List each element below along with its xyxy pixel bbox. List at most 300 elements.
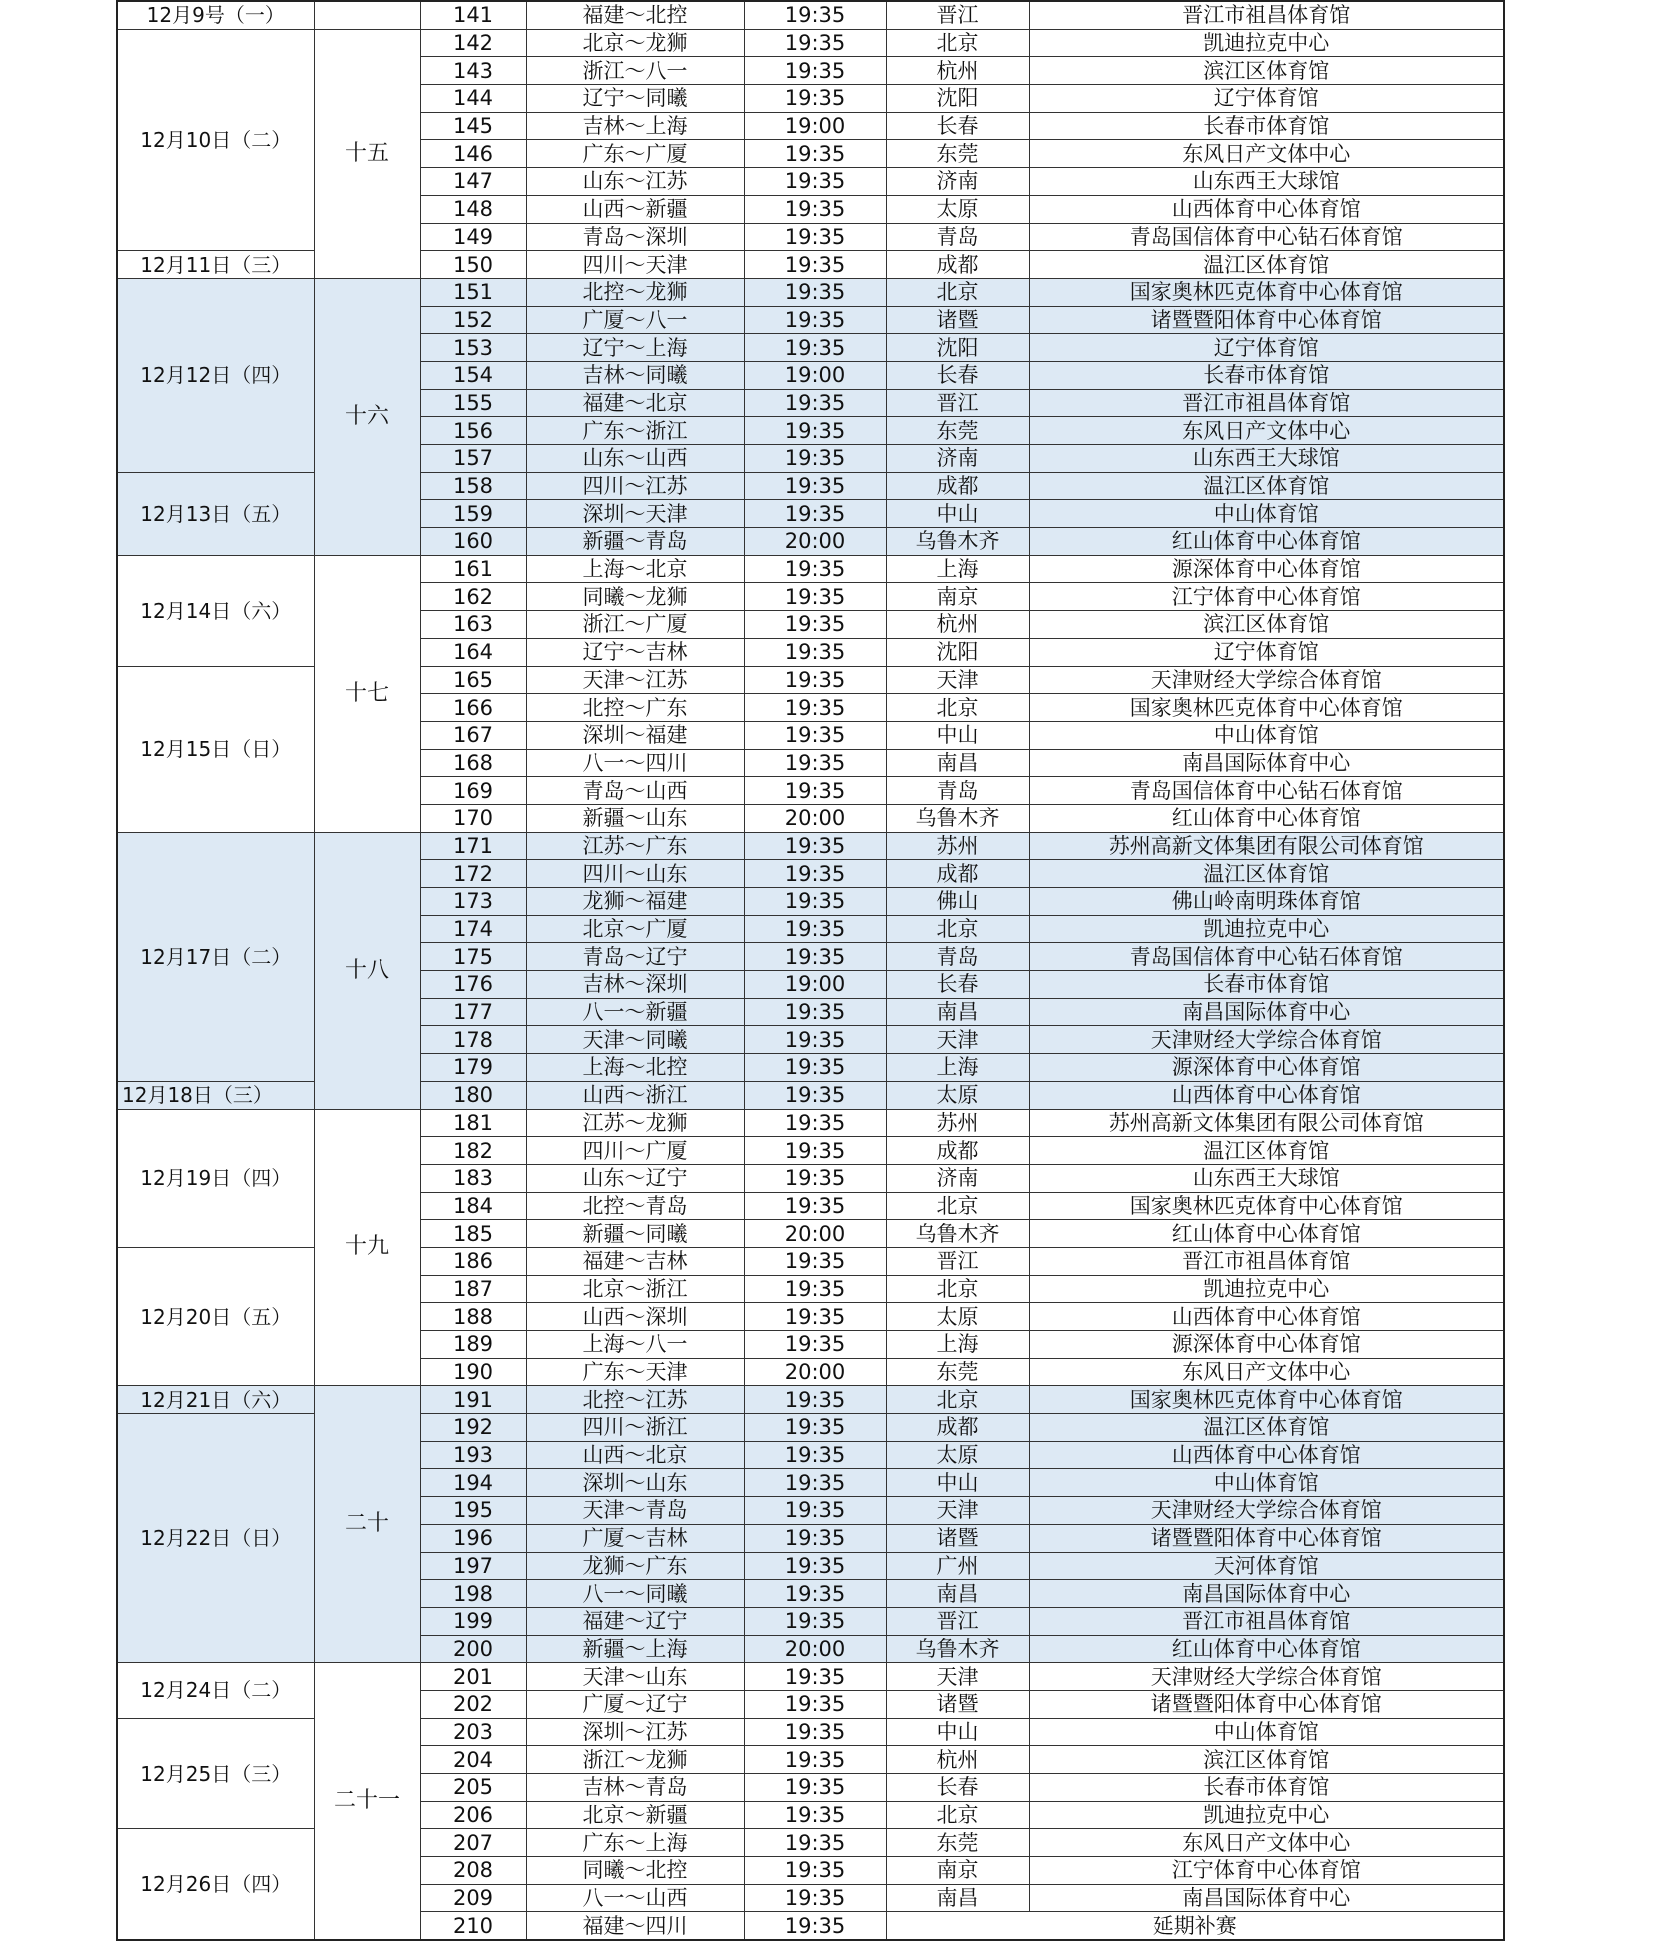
city-cell: 济南: [886, 445, 1029, 473]
venue-cell: 滨江区体育馆: [1029, 611, 1504, 639]
match-cell: 广东～浙江: [526, 417, 744, 445]
city-cell: 北京: [886, 1801, 1029, 1829]
game-number-cell: 150: [420, 251, 526, 279]
time-cell: 19:00: [744, 361, 886, 389]
venue-cell: 源深体育中心体育馆: [1029, 1054, 1504, 1082]
match-cell: 青岛～辽宁: [526, 943, 744, 971]
venue-cell: 凯迪拉克中心: [1029, 1275, 1504, 1303]
date-cell: 12月11日（三）: [117, 251, 314, 279]
venue-cell: 山西体育中心体育馆: [1029, 1081, 1504, 1109]
time-cell: 19:35: [744, 1690, 886, 1718]
match-cell: 山东～山西: [526, 445, 744, 473]
time-cell: 19:35: [744, 611, 886, 639]
match-cell: 山西～深圳: [526, 1303, 744, 1331]
time-cell: 19:35: [744, 140, 886, 168]
game-number-cell: 160: [420, 528, 526, 556]
game-number-cell: 179: [420, 1054, 526, 1082]
venue-cell: 青岛国信体育中心钻石体育馆: [1029, 943, 1504, 971]
match-cell: 同曦～北控: [526, 1857, 744, 1885]
time-cell: 19:35: [744, 583, 886, 611]
game-number-cell: 190: [420, 1358, 526, 1386]
city-cell: 北京: [886, 29, 1029, 57]
city-cell: 长春: [886, 971, 1029, 999]
time-cell: 19:35: [744, 278, 886, 306]
game-number-cell: 151: [420, 278, 526, 306]
venue-cell: 晋江市祖昌体育馆: [1029, 389, 1504, 417]
time-cell: 19:35: [744, 638, 886, 666]
match-cell: 吉林～青岛: [526, 1774, 744, 1802]
venue-cell: 江宁体育中心体育馆: [1029, 583, 1504, 611]
game-number-cell: 170: [420, 804, 526, 832]
match-cell: 山东～辽宁: [526, 1164, 744, 1192]
round-cell: 二十一: [314, 1663, 420, 1940]
game-number-cell: 186: [420, 1247, 526, 1275]
game-number-cell: 208: [420, 1857, 526, 1885]
game-number-cell: 153: [420, 334, 526, 362]
game-number-cell: 185: [420, 1220, 526, 1248]
game-number-cell: 169: [420, 777, 526, 805]
city-cell: 晋江: [886, 1, 1029, 29]
time-cell: 19:35: [744, 1580, 886, 1608]
city-cell: 苏州: [886, 1109, 1029, 1137]
time-cell: 19:35: [744, 1607, 886, 1635]
game-number-cell: 167: [420, 721, 526, 749]
game-number-cell: 142: [420, 29, 526, 57]
date-cell: 12月9号（一）: [117, 1, 314, 29]
game-number-cell: 144: [420, 85, 526, 113]
time-cell: 20:00: [744, 1635, 886, 1663]
time-cell: 19:35: [744, 1774, 886, 1802]
city-cell: 北京: [886, 915, 1029, 943]
time-cell: 20:00: [744, 528, 886, 556]
venue-cell: 天津财经大学综合体育馆: [1029, 1497, 1504, 1525]
match-cell: 江苏～广东: [526, 832, 744, 860]
game-number-cell: 187: [420, 1275, 526, 1303]
match-cell: 深圳～福建: [526, 721, 744, 749]
city-cell: 太原: [886, 1303, 1029, 1331]
match-cell: 同曦～龙狮: [526, 583, 744, 611]
city-cell: 长春: [886, 1774, 1029, 1802]
city-cell: 沈阳: [886, 638, 1029, 666]
city-cell: 成都: [886, 251, 1029, 279]
schedule-table: [116, 0, 1505, 1941]
match-cell: 新疆～上海: [526, 1635, 744, 1663]
match-cell: 福建～吉林: [526, 1247, 744, 1275]
match-cell: 浙江～八一: [526, 57, 744, 85]
venue-cell: 南昌国际体育中心: [1029, 749, 1504, 777]
match-cell: 深圳～江苏: [526, 1718, 744, 1746]
match-cell: 福建～辽宁: [526, 1607, 744, 1635]
match-cell: 深圳～天津: [526, 500, 744, 528]
city-cell: 北京: [886, 694, 1029, 722]
venue-cell: 国家奥林匹克体育中心体育馆: [1029, 1386, 1504, 1414]
venue-cell: 温江区体育馆: [1029, 472, 1504, 500]
game-number-cell: 143: [420, 57, 526, 85]
venue-cell: 晋江市祖昌体育馆: [1029, 1247, 1504, 1275]
city-cell: 杭州: [886, 1746, 1029, 1774]
city-cell: 沈阳: [886, 334, 1029, 362]
city-cell: 东莞: [886, 1358, 1029, 1386]
city-cell: 成都: [886, 472, 1029, 500]
match-cell: 福建～四川: [526, 1912, 744, 1940]
game-number-cell: 156: [420, 417, 526, 445]
match-cell: 青岛～深圳: [526, 223, 744, 251]
time-cell: 19:35: [744, 1469, 886, 1497]
venue-cell: 中山体育馆: [1029, 500, 1504, 528]
game-number-cell: 155: [420, 389, 526, 417]
game-number-cell: 188: [420, 1303, 526, 1331]
game-number-cell: 154: [420, 361, 526, 389]
match-cell: 龙狮～广东: [526, 1552, 744, 1580]
match-cell: 山西～北京: [526, 1441, 744, 1469]
city-cell: 济南: [886, 1164, 1029, 1192]
venue-cell: 辽宁体育馆: [1029, 85, 1504, 113]
city-cell: 广州: [886, 1552, 1029, 1580]
time-cell: 19:35: [744, 832, 886, 860]
date-cell: 12月12日（四）: [117, 278, 314, 472]
venue-cell: 凯迪拉克中心: [1029, 915, 1504, 943]
venue-cell: 山西体育中心体育馆: [1029, 1303, 1504, 1331]
city-cell: 长春: [886, 112, 1029, 140]
date-cell: 12月22日（日）: [117, 1414, 314, 1663]
game-row: [117, 1109, 1504, 1137]
game-number-cell: 178: [420, 1026, 526, 1054]
round-cell: [314, 1, 420, 29]
match-cell: 天津～江苏: [526, 666, 744, 694]
venue-cell: 温江区体育馆: [1029, 1414, 1504, 1442]
match-cell: 广东～天津: [526, 1358, 744, 1386]
venue-cell: 滨江区体育馆: [1029, 1746, 1504, 1774]
city-cell: 中山: [886, 1718, 1029, 1746]
match-cell: 山东～江苏: [526, 168, 744, 196]
match-cell: 八一～山西: [526, 1884, 744, 1912]
match-cell: 四川～浙江: [526, 1414, 744, 1442]
game-number-cell: 189: [420, 1331, 526, 1359]
venue-cell: 辽宁体育馆: [1029, 638, 1504, 666]
match-cell: 广厦～吉林: [526, 1524, 744, 1552]
time-cell: 19:35: [744, 915, 886, 943]
venue-cell: 南昌国际体育中心: [1029, 998, 1504, 1026]
game-number-cell: 198: [420, 1580, 526, 1608]
city-cell: 长春: [886, 361, 1029, 389]
game-number-cell: 206: [420, 1801, 526, 1829]
game-number-cell: 159: [420, 500, 526, 528]
time-cell: 19:35: [744, 888, 886, 916]
venue-cell: 山西体育中心体育馆: [1029, 1441, 1504, 1469]
time-cell: 19:35: [744, 1552, 886, 1580]
game-number-cell: 164: [420, 638, 526, 666]
venue-cell: 苏州高新文体集团有限公司体育馆: [1029, 1109, 1504, 1137]
game-number-cell: 182: [420, 1137, 526, 1165]
game-number-cell: 146: [420, 140, 526, 168]
game-number-cell: 197: [420, 1552, 526, 1580]
city-cell: 青岛: [886, 777, 1029, 805]
date-cell: 12月25日（三）: [117, 1718, 314, 1829]
round-cell: 十八: [314, 832, 420, 1109]
venue-cell: 长春市体育馆: [1029, 1774, 1504, 1802]
match-cell: 北控～江苏: [526, 1386, 744, 1414]
time-cell: 19:35: [744, 1081, 886, 1109]
city-cell: 沈阳: [886, 85, 1029, 113]
venue-cell: 诸暨暨阳体育中心体育馆: [1029, 1690, 1504, 1718]
match-cell: 深圳～山东: [526, 1469, 744, 1497]
match-cell: 辽宁～上海: [526, 334, 744, 362]
time-cell: 19:35: [744, 1718, 886, 1746]
venue-cell: 天河体育馆: [1029, 1552, 1504, 1580]
city-cell: 苏州: [886, 832, 1029, 860]
game-number-cell: 209: [420, 1884, 526, 1912]
match-cell: 上海～北京: [526, 555, 744, 583]
city-cell: 南京: [886, 1857, 1029, 1885]
time-cell: 19:35: [744, 1164, 886, 1192]
game-row: [117, 832, 1504, 860]
city-cell: 太原: [886, 1081, 1029, 1109]
game-number-cell: 193: [420, 1441, 526, 1469]
game-number-cell: 161: [420, 555, 526, 583]
match-cell: 辽宁～吉林: [526, 638, 744, 666]
game-number-cell: 141: [420, 1, 526, 29]
venue-cell: 国家奥林匹克体育中心体育馆: [1029, 1192, 1504, 1220]
venue-cell: 温江区体育馆: [1029, 1137, 1504, 1165]
venue-cell: 凯迪拉克中心: [1029, 29, 1504, 57]
match-cell: 四川～广厦: [526, 1137, 744, 1165]
match-cell: 新疆～山东: [526, 804, 744, 832]
city-cell: 乌鲁木齐: [886, 1220, 1029, 1248]
match-cell: 北京～广厦: [526, 915, 744, 943]
match-cell: 龙狮～福建: [526, 888, 744, 916]
city-cell: 诸暨: [886, 1690, 1029, 1718]
venue-cell: 滨江区体育馆: [1029, 57, 1504, 85]
city-cell: 东莞: [886, 1829, 1029, 1857]
city-cell: 乌鲁木齐: [886, 1635, 1029, 1663]
match-cell: 吉林～深圳: [526, 971, 744, 999]
game-number-cell: 166: [420, 694, 526, 722]
city-cell: 天津: [886, 666, 1029, 694]
match-cell: 四川～江苏: [526, 472, 744, 500]
city-cell: 中山: [886, 721, 1029, 749]
city-cell: 济南: [886, 168, 1029, 196]
game-number-cell: 175: [420, 943, 526, 971]
match-cell: 八一～新疆: [526, 998, 744, 1026]
time-cell: 19:35: [744, 721, 886, 749]
city-cell: 北京: [886, 1386, 1029, 1414]
game-number-cell: 163: [420, 611, 526, 639]
city-cell: 晋江: [886, 389, 1029, 417]
city-cell: 南昌: [886, 749, 1029, 777]
time-cell: 19:35: [744, 500, 886, 528]
time-cell: 19:35: [744, 1247, 886, 1275]
date-cell: 12月10日（二）: [117, 29, 314, 251]
time-cell: 19:35: [744, 1109, 886, 1137]
venue-cell: 诸暨暨阳体育中心体育馆: [1029, 306, 1504, 334]
match-cell: 上海～八一: [526, 1331, 744, 1359]
game-number-cell: 181: [420, 1109, 526, 1137]
venue-cell: 苏州高新文体集团有限公司体育馆: [1029, 832, 1504, 860]
city-cell: 成都: [886, 1137, 1029, 1165]
venue-cell: 晋江市祖昌体育馆: [1029, 1, 1504, 29]
city-cell: 杭州: [886, 611, 1029, 639]
time-cell: 19:35: [744, 57, 886, 85]
match-cell: 北控～青岛: [526, 1192, 744, 1220]
city-cell: 南昌: [886, 1884, 1029, 1912]
match-cell: 北控～龙狮: [526, 278, 744, 306]
game-number-cell: 177: [420, 998, 526, 1026]
match-cell: 北京～新疆: [526, 1801, 744, 1829]
city-cell: 青岛: [886, 943, 1029, 971]
match-cell: 天津～青岛: [526, 1497, 744, 1525]
venue-cell: 凯迪拉克中心: [1029, 1801, 1504, 1829]
venue-cell: 源深体育中心体育馆: [1029, 555, 1504, 583]
venue-cell: 晋江市祖昌体育馆: [1029, 1607, 1504, 1635]
time-cell: 19:35: [744, 472, 886, 500]
venue-cell: 辽宁体育馆: [1029, 334, 1504, 362]
time-cell: 19:35: [744, 1829, 886, 1857]
time-cell: 19:35: [744, 1386, 886, 1414]
time-cell: 19:35: [744, 555, 886, 583]
game-number-cell: 204: [420, 1746, 526, 1774]
venue-cell: 国家奥林匹克体育中心体育馆: [1029, 278, 1504, 306]
round-cell: 二十: [314, 1386, 420, 1663]
venue-cell: 红山体育中心体育馆: [1029, 1635, 1504, 1663]
city-cell: 太原: [886, 195, 1029, 223]
game-row: [117, 555, 1504, 583]
time-cell: 19:35: [744, 1912, 886, 1940]
game-number-cell: 184: [420, 1192, 526, 1220]
game-number-cell: 162: [420, 583, 526, 611]
venue-cell: 青岛国信体育中心钻石体育馆: [1029, 777, 1504, 805]
match-cell: 青岛～山西: [526, 777, 744, 805]
game-number-cell: 191: [420, 1386, 526, 1414]
time-cell: 19:35: [744, 168, 886, 196]
date-cell: 12月21日（六）: [117, 1386, 314, 1414]
date-cell: 12月15日（日）: [117, 666, 314, 832]
round-cell: 十七: [314, 555, 420, 832]
game-number-cell: 180: [420, 1081, 526, 1109]
game-number-cell: 210: [420, 1912, 526, 1940]
city-cell: 上海: [886, 1054, 1029, 1082]
time-cell: 19:35: [744, 306, 886, 334]
match-cell: 北京～浙江: [526, 1275, 744, 1303]
game-row: [117, 1663, 1504, 1691]
time-cell: 19:35: [744, 195, 886, 223]
venue-cell: 南昌国际体育中心: [1029, 1580, 1504, 1608]
city-cell: 上海: [886, 555, 1029, 583]
venue-cell: 天津财经大学综合体育馆: [1029, 1663, 1504, 1691]
venue-cell: 国家奥林匹克体育中心体育馆: [1029, 694, 1504, 722]
city-cell: 东莞: [886, 417, 1029, 445]
time-cell: 19:35: [744, 1026, 886, 1054]
time-cell: 19:35: [744, 1663, 886, 1691]
game-number-cell: 199: [420, 1607, 526, 1635]
city-cell: 诸暨: [886, 1524, 1029, 1552]
date-cell: 12月14日（六）: [117, 555, 314, 666]
time-cell: 19:35: [744, 943, 886, 971]
match-cell: 江苏～龙狮: [526, 1109, 744, 1137]
venue-cell: 天津财经大学综合体育馆: [1029, 666, 1504, 694]
city-cell: 晋江: [886, 1607, 1029, 1635]
match-cell: 广东～上海: [526, 1829, 744, 1857]
match-cell: 广厦～辽宁: [526, 1690, 744, 1718]
city-cell: 东莞: [886, 140, 1029, 168]
time-cell: 19:35: [744, 1524, 886, 1552]
match-cell: 吉林～同曦: [526, 361, 744, 389]
game-number-cell: 168: [420, 749, 526, 777]
game-number-cell: 201: [420, 1663, 526, 1691]
city-cell: 乌鲁木齐: [886, 528, 1029, 556]
city-cell: 南昌: [886, 1580, 1029, 1608]
time-cell: 19:35: [744, 1, 886, 29]
game-number-cell: 205: [420, 1774, 526, 1802]
match-cell: 福建～北控: [526, 1, 744, 29]
game-row: [117, 29, 1504, 57]
game-number-cell: 172: [420, 860, 526, 888]
game-number-cell: 173: [420, 888, 526, 916]
game-number-cell: 194: [420, 1469, 526, 1497]
venue-cell: 佛山岭南明珠体育馆: [1029, 888, 1504, 916]
game-number-cell: 147: [420, 168, 526, 196]
date-cell: 12月17日（二）: [117, 832, 314, 1081]
time-cell: 19:35: [744, 445, 886, 473]
time-cell: 20:00: [744, 1220, 886, 1248]
match-cell: 天津～山东: [526, 1663, 744, 1691]
match-cell: 福建～北京: [526, 389, 744, 417]
match-cell: 八一～四川: [526, 749, 744, 777]
venue-cell: 红山体育中心体育馆: [1029, 528, 1504, 556]
match-cell: 新疆～青岛: [526, 528, 744, 556]
game-number-cell: 207: [420, 1829, 526, 1857]
time-cell: 19:35: [744, 251, 886, 279]
time-cell: 19:35: [744, 998, 886, 1026]
game-number-cell: 165: [420, 666, 526, 694]
city-cell: 成都: [886, 1414, 1029, 1442]
city-cell: 诸暨: [886, 306, 1029, 334]
time-cell: 19:35: [744, 1441, 886, 1469]
game-row: [117, 1, 1504, 29]
time-cell: 19:00: [744, 971, 886, 999]
time-cell: 19:35: [744, 1884, 886, 1912]
venue-cell: 南昌国际体育中心: [1029, 1884, 1504, 1912]
city-cell: 南京: [886, 583, 1029, 611]
game-number-cell: 203: [420, 1718, 526, 1746]
time-cell: 19:35: [744, 1497, 886, 1525]
venue-cell: 山东西王大球馆: [1029, 1164, 1504, 1192]
match-cell: 新疆～同曦: [526, 1220, 744, 1248]
note-cell: 延期补赛: [886, 1912, 1504, 1940]
venue-cell: 江宁体育中心体育馆: [1029, 1857, 1504, 1885]
game-number-cell: 196: [420, 1524, 526, 1552]
city-cell: 天津: [886, 1663, 1029, 1691]
city-cell: 北京: [886, 1275, 1029, 1303]
venue-cell: 东风日产文体中心: [1029, 417, 1504, 445]
venue-cell: 山东西王大球馆: [1029, 445, 1504, 473]
city-cell: 晋江: [886, 1247, 1029, 1275]
game-number-cell: 174: [420, 915, 526, 943]
game-row: [117, 278, 1504, 306]
time-cell: 19:35: [744, 389, 886, 417]
game-number-cell: 145: [420, 112, 526, 140]
match-cell: 吉林～上海: [526, 112, 744, 140]
date-cell: 12月18日（三）: [117, 1081, 314, 1109]
time-cell: 19:00: [744, 112, 886, 140]
match-cell: 四川～天津: [526, 251, 744, 279]
city-cell: 乌鲁木齐: [886, 804, 1029, 832]
round-cell: 十九: [314, 1109, 420, 1386]
game-number-cell: 148: [420, 195, 526, 223]
time-cell: 19:35: [744, 1192, 886, 1220]
match-cell: 山西～浙江: [526, 1081, 744, 1109]
city-cell: 青岛: [886, 223, 1029, 251]
city-cell: 中山: [886, 500, 1029, 528]
